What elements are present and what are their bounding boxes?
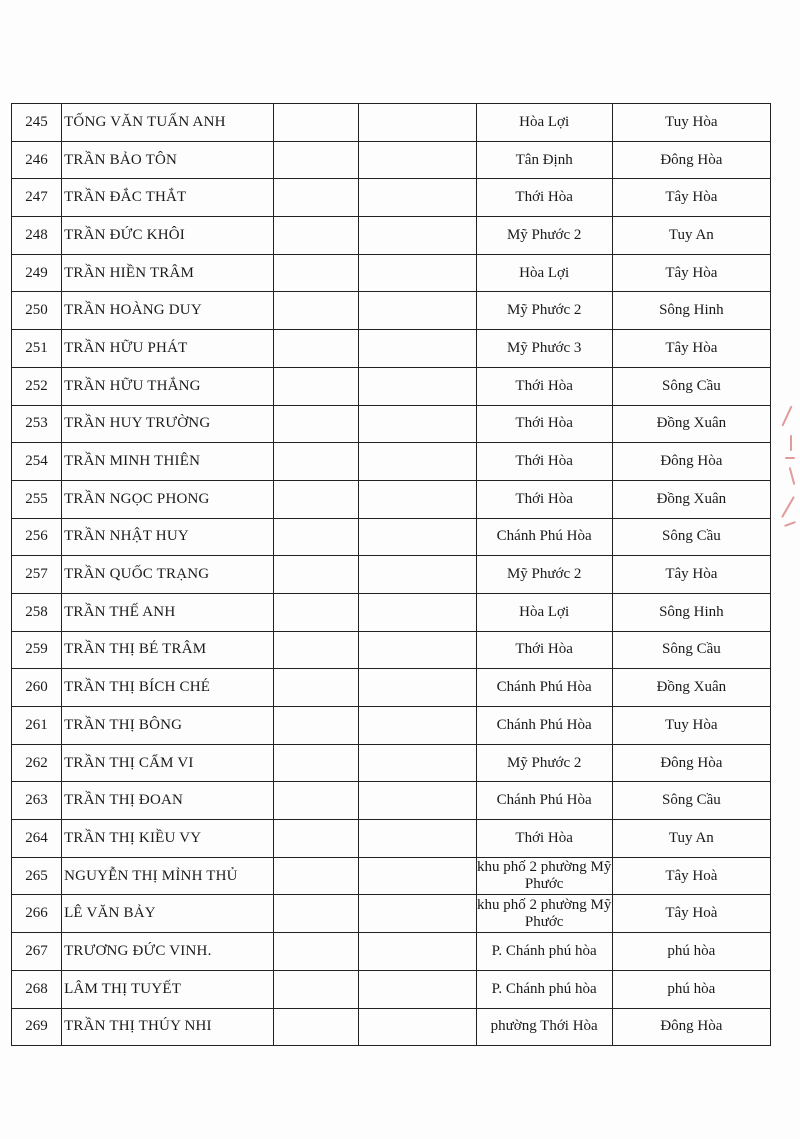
row-number-cell: 252 [12, 367, 62, 405]
ward-cell: Thới Hòa [476, 820, 612, 858]
row-number-cell: 263 [12, 782, 62, 820]
empty-cell [274, 933, 359, 971]
ward-cell: khu phố 2 phường Mỹ Phước [476, 895, 612, 933]
empty-cell [274, 593, 359, 631]
table-row [12, 782, 771, 820]
full-name-cell: TRẦN NHẬT HUY [62, 518, 274, 556]
table-row [12, 669, 771, 707]
district-cell: Tây Hòa [612, 179, 770, 217]
full-name-cell: LÊ VĂN BẢY [62, 895, 274, 933]
table-row [12, 970, 771, 1008]
district-cell: Đồng Xuân [612, 669, 770, 707]
table-row [12, 631, 771, 669]
empty-cell [274, 970, 359, 1008]
row-number-cell: 262 [12, 744, 62, 782]
empty-cell [359, 1008, 476, 1046]
ward-cell: P. Chánh phú hòa [476, 933, 612, 971]
empty-cell [274, 857, 359, 895]
district-cell: Sông Hinh [612, 593, 770, 631]
empty-cell [359, 707, 476, 745]
empty-cell [274, 480, 359, 518]
ward-cell: Thới Hòa [476, 480, 612, 518]
row-number-cell: 268 [12, 970, 62, 1008]
ward-cell: Mỹ Phước 2 [476, 556, 612, 594]
empty-cell [274, 330, 359, 368]
empty-cell [359, 254, 476, 292]
empty-cell [359, 895, 476, 933]
row-number-cell: 258 [12, 593, 62, 631]
table-row [12, 480, 771, 518]
empty-cell [359, 443, 476, 481]
ward-cell: Chánh Phú Hòa [476, 782, 612, 820]
empty-cell [359, 367, 476, 405]
empty-cell [274, 707, 359, 745]
ward-cell: Hòa Lợi [476, 104, 612, 142]
ward-cell: P. Chánh phú hòa [476, 970, 612, 1008]
table-row [12, 857, 771, 895]
ward-cell: khu phố 2 phường Mỹ Phước [476, 857, 612, 895]
empty-cell [359, 292, 476, 330]
empty-cell [274, 820, 359, 858]
table-row [12, 217, 771, 255]
district-cell: Đông Hòa [612, 141, 770, 179]
empty-cell [359, 593, 476, 631]
row-number-cell: 265 [12, 857, 62, 895]
ward-cell: Hòa Lợi [476, 593, 612, 631]
table-row [12, 820, 771, 858]
ward-cell: Mỹ Phước 2 [476, 292, 612, 330]
ward-cell: Chánh Phú Hòa [476, 707, 612, 745]
district-cell: Tây Hòa [612, 330, 770, 368]
row-number-cell: 248 [12, 217, 62, 255]
table-row [12, 104, 771, 142]
full-name-cell: TRƯƠNG ĐỨC VINH. [62, 933, 274, 971]
row-number-cell: 251 [12, 330, 62, 368]
roster-table-body [12, 104, 771, 1046]
table-row [12, 141, 771, 179]
empty-cell [274, 405, 359, 443]
district-cell: phú hòa [612, 933, 770, 971]
district-cell: Đồng Xuân [612, 405, 770, 443]
district-cell: Tuy Hòa [612, 104, 770, 142]
full-name-cell: NGUYỄN THỊ MỈNH THỦ [62, 857, 274, 895]
row-number-cell: 267 [12, 933, 62, 971]
row-number-cell: 247 [12, 179, 62, 217]
empty-cell [359, 631, 476, 669]
row-number-cell: 250 [12, 292, 62, 330]
ward-cell: Hòa Lợi [476, 254, 612, 292]
table-row [12, 179, 771, 217]
row-number-cell: 259 [12, 631, 62, 669]
empty-cell [274, 518, 359, 556]
empty-cell [359, 933, 476, 971]
empty-cell [359, 179, 476, 217]
ward-cell: Tân Định [476, 141, 612, 179]
district-cell: Tây Hoà [612, 857, 770, 895]
district-cell: Tuy An [612, 217, 770, 255]
empty-cell [274, 895, 359, 933]
table-row [12, 707, 771, 745]
full-name-cell: TRẦN ĐẮC THẮT [62, 179, 274, 217]
ward-cell: Thới Hòa [476, 179, 612, 217]
table-row [12, 443, 771, 481]
empty-cell [274, 782, 359, 820]
row-number-cell: 253 [12, 405, 62, 443]
district-cell: Sông Cầu [612, 631, 770, 669]
ward-cell: Thới Hòa [476, 631, 612, 669]
empty-cell [359, 217, 476, 255]
empty-cell [359, 782, 476, 820]
empty-cell [359, 669, 476, 707]
table-row [12, 1008, 771, 1046]
ward-cell: Chánh Phú Hòa [476, 669, 612, 707]
row-number-cell: 260 [12, 669, 62, 707]
full-name-cell: TRẦN THỊ KIỀU VY [62, 820, 274, 858]
empty-cell [359, 970, 476, 1008]
district-cell: Đông Hòa [612, 744, 770, 782]
empty-cell [274, 104, 359, 142]
table-row [12, 405, 771, 443]
empty-cell [359, 518, 476, 556]
full-name-cell: TRẦN THẾ ANH [62, 593, 274, 631]
row-number-cell: 245 [12, 104, 62, 142]
row-number-cell: 256 [12, 518, 62, 556]
table-row [12, 556, 771, 594]
empty-cell [274, 443, 359, 481]
ward-cell: Thới Hòa [476, 405, 612, 443]
row-number-cell: 269 [12, 1008, 62, 1046]
margin-seal-mark [782, 405, 800, 545]
empty-cell [274, 669, 359, 707]
row-number-cell: 261 [12, 707, 62, 745]
empty-cell [359, 480, 476, 518]
empty-cell [274, 292, 359, 330]
empty-cell [274, 1008, 359, 1046]
district-cell: Đông Hòa [612, 443, 770, 481]
table-row [12, 330, 771, 368]
district-cell: Tây Hoà [612, 895, 770, 933]
table-row [12, 254, 771, 292]
table-row [12, 895, 771, 933]
ward-cell: Mỹ Phước 3 [476, 330, 612, 368]
district-cell: Tây Hòa [612, 254, 770, 292]
full-name-cell: TRẦN HUY TRƯỜNG [62, 405, 274, 443]
table-row [12, 367, 771, 405]
district-cell: Sông Cầu [612, 367, 770, 405]
empty-cell [359, 820, 476, 858]
empty-cell [359, 556, 476, 594]
district-cell: Sông Cầu [612, 518, 770, 556]
empty-cell [274, 179, 359, 217]
district-cell: Sông Cầu [612, 782, 770, 820]
ward-cell: Mỹ Phước 2 [476, 744, 612, 782]
empty-cell [274, 556, 359, 594]
row-number-cell: 255 [12, 480, 62, 518]
full-name-cell: TRẦN HỮU PHÁT [62, 330, 274, 368]
row-number-cell: 249 [12, 254, 62, 292]
table-row [12, 933, 771, 971]
full-name-cell: TRẦN THỊ THÚY NHI [62, 1008, 274, 1046]
full-name-cell: TRẦN THỊ BÉ TRÂM [62, 631, 274, 669]
full-name-cell: TRẦN HỮU THẮNG [62, 367, 274, 405]
row-number-cell: 264 [12, 820, 62, 858]
empty-cell [274, 141, 359, 179]
row-number-cell: 257 [12, 556, 62, 594]
district-cell: Tuy An [612, 820, 770, 858]
full-name-cell: TỐNG VĂN TUẤN ANH [62, 104, 274, 142]
empty-cell [359, 857, 476, 895]
ward-cell: Thới Hòa [476, 367, 612, 405]
full-name-cell: TRẦN THỊ BÍCH CHÉ [62, 669, 274, 707]
ward-cell: Mỹ Phước 2 [476, 217, 612, 255]
empty-cell [274, 217, 359, 255]
full-name-cell: TRẦN THỊ BÔNG [62, 707, 274, 745]
row-number-cell: 246 [12, 141, 62, 179]
full-name-cell: TRẦN HOÀNG DUY [62, 292, 274, 330]
row-number-cell: 266 [12, 895, 62, 933]
full-name-cell: TRẦN THỊ ĐOAN [62, 782, 274, 820]
empty-cell [274, 744, 359, 782]
empty-cell [359, 330, 476, 368]
empty-cell [274, 367, 359, 405]
ward-cell: Thới Hòa [476, 443, 612, 481]
empty-cell [274, 254, 359, 292]
district-cell: Đồng Xuân [612, 480, 770, 518]
district-cell: phú hòa [612, 970, 770, 1008]
ward-cell: Chánh Phú Hòa [476, 518, 612, 556]
empty-cell [359, 141, 476, 179]
empty-cell [359, 104, 476, 142]
district-cell: Sông Hinh [612, 292, 770, 330]
empty-cell [359, 744, 476, 782]
full-name-cell: TRẦN NGỌC PHONG [62, 480, 274, 518]
table-row [12, 518, 771, 556]
full-name-cell: TRẦN MINH THIÊN [62, 443, 274, 481]
full-name-cell: TRẦN ĐỨC KHÔI [62, 217, 274, 255]
full-name-cell: TRẦN BẢO TÔN [62, 141, 274, 179]
district-cell: Tuy Hòa [612, 707, 770, 745]
full-name-cell: TRẦN HIỀN TRÂM [62, 254, 274, 292]
row-number-cell: 254 [12, 443, 62, 481]
full-name-cell: TRẦN QUỐC TRẠNG [62, 556, 274, 594]
district-cell: Đông Hòa [612, 1008, 770, 1046]
ward-cell: phường Thới Hòa [476, 1008, 612, 1046]
table-row [12, 593, 771, 631]
empty-cell [274, 631, 359, 669]
full-name-cell: LÂM THỊ TUYẾT [62, 970, 274, 1008]
full-name-cell: TRẦN THỊ CẨM VI [62, 744, 274, 782]
roster-table [11, 103, 771, 1046]
table-row [12, 292, 771, 330]
district-cell: Tây Hòa [612, 556, 770, 594]
table-row [12, 744, 771, 782]
empty-cell [359, 405, 476, 443]
